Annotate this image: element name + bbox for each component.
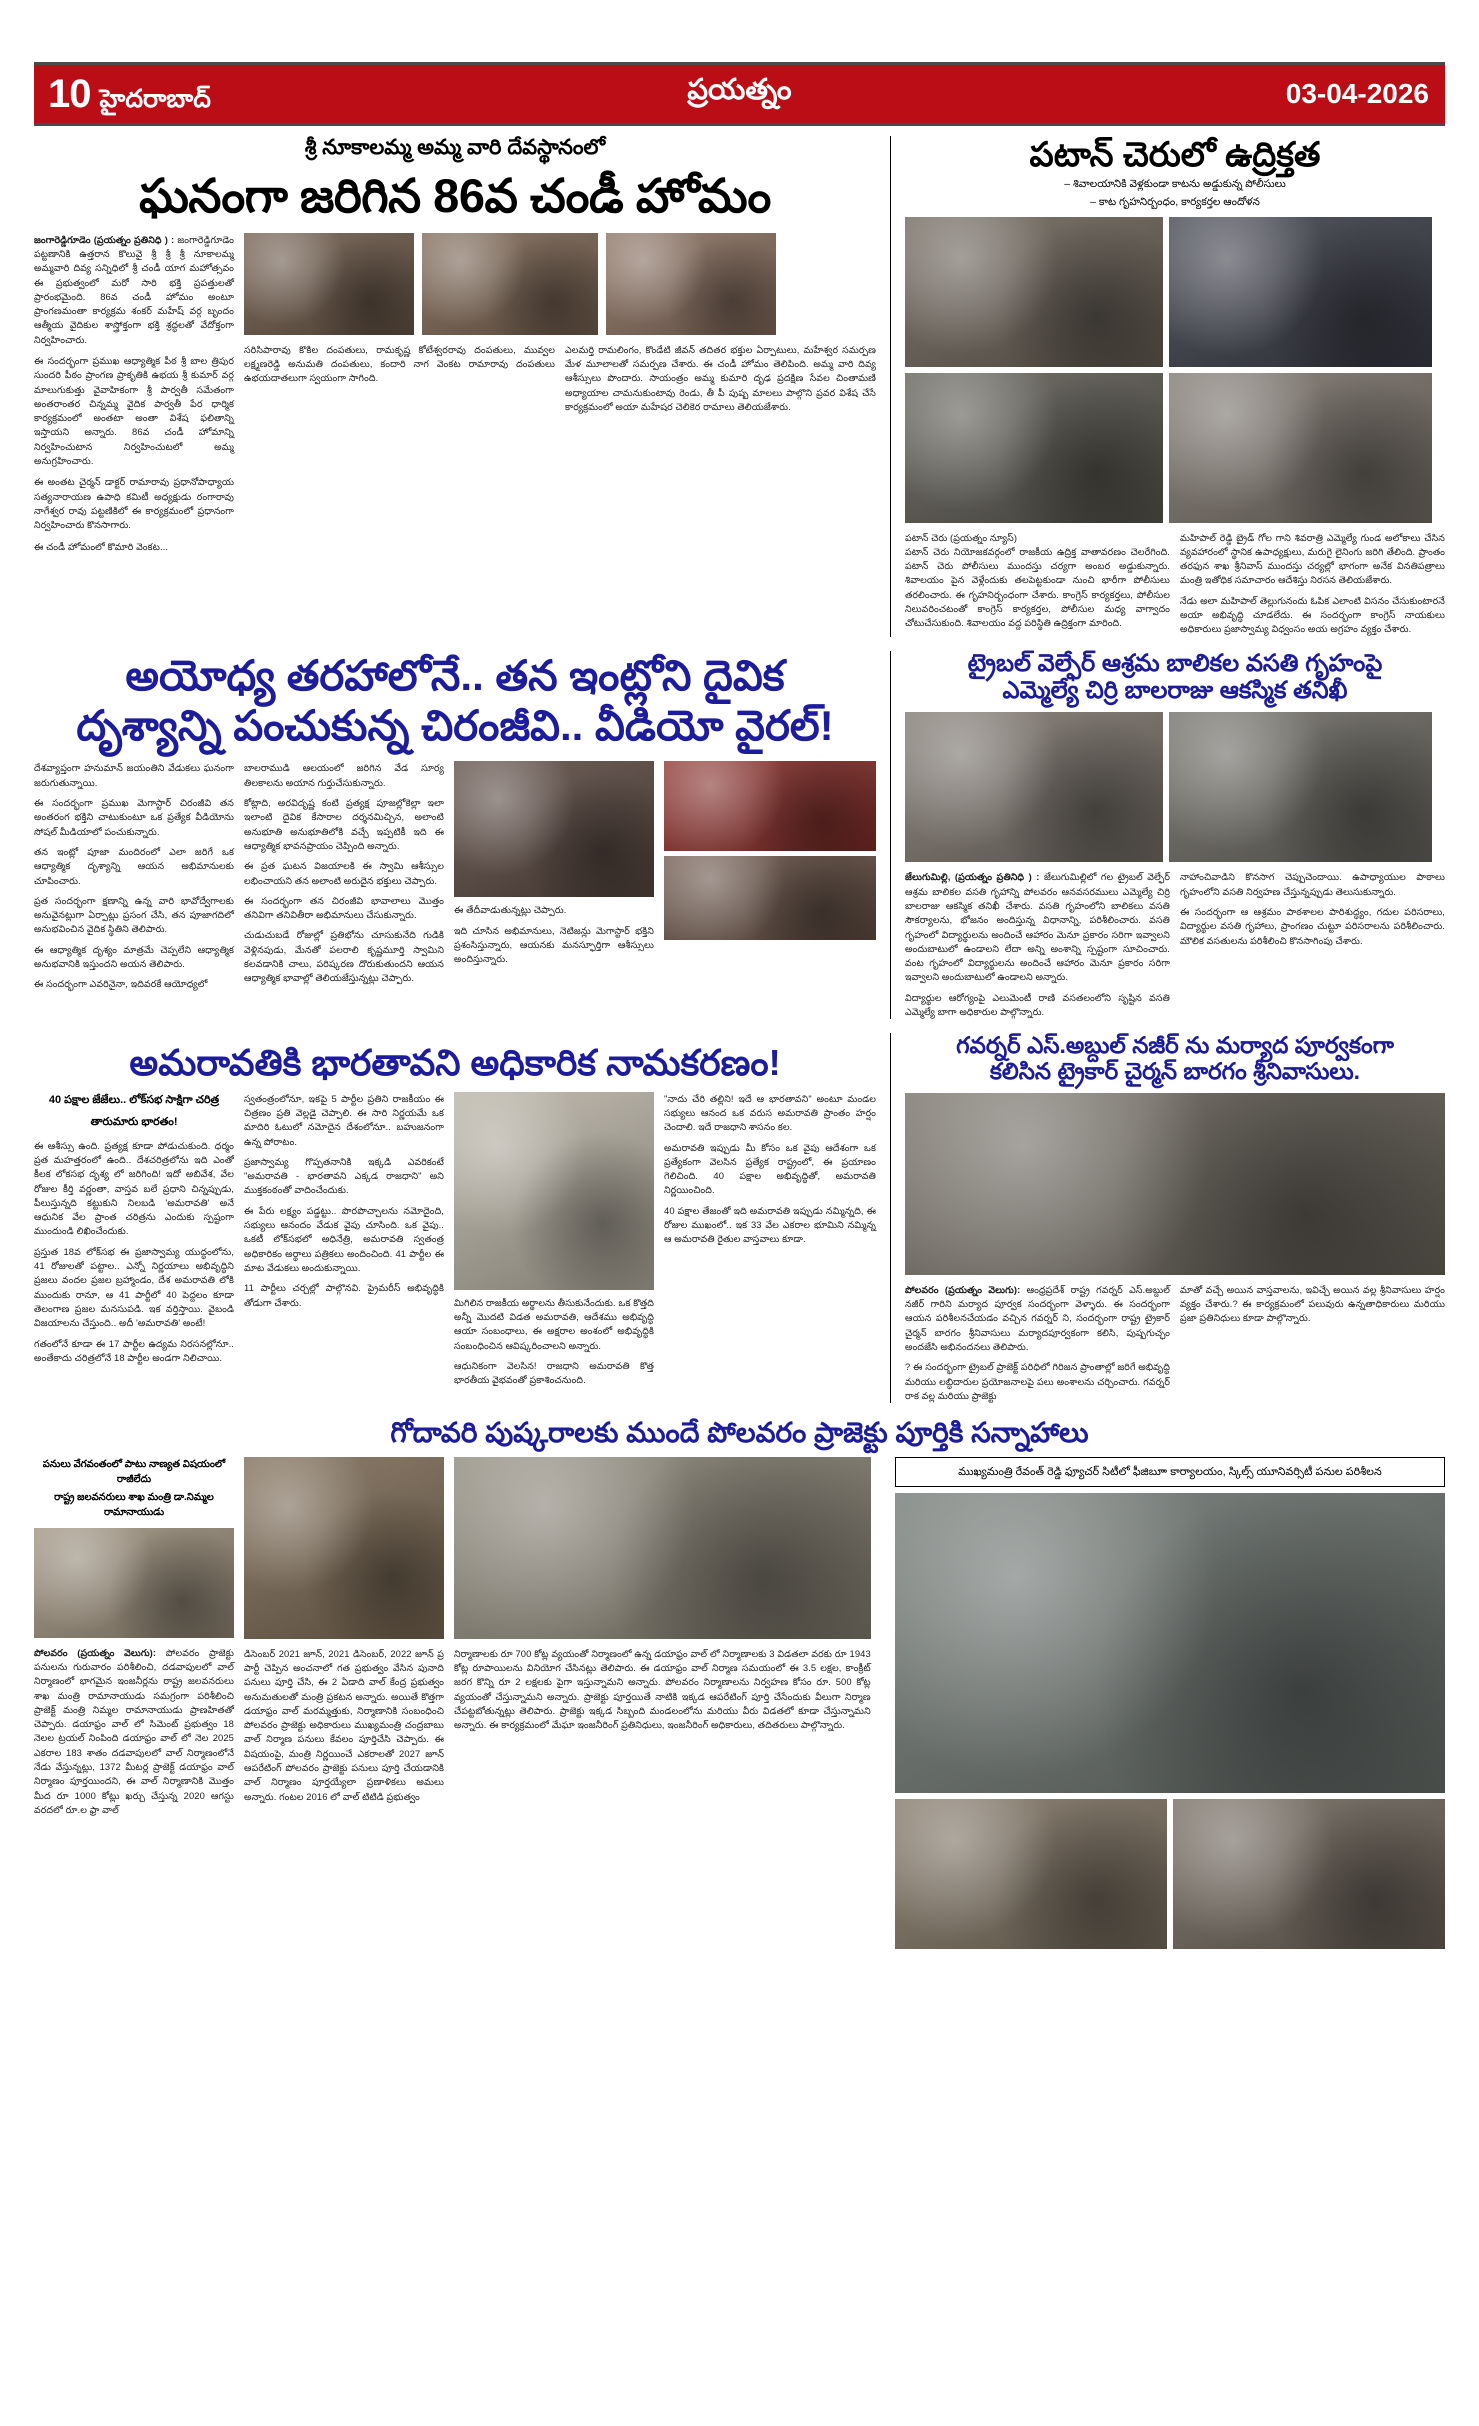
polavaram-para-2: నిర్మాణాలకు రూ 700 కోట్ల వ్యయంతో నిర్మాణంలో ఉన్న డయాఫ్రం వాల్ లో నిర్మాణాలకు 3 విడతలా వరకు రూ 1943 కోట్ల రూపాయిలను వినియోగ చేసినట్లు తెలిపారు. ఈ డయాఫ్రం వాల్ నిర్మాణ సమయంలో ఈ 3.5 లక్షల, కాంక్రీట్ జరగ కొన్ని రూ 2 లక్షలకు పైగా ఇస్తున్నామని అన్నారు. పోలవరం నిర్మాణాలను నిర్వహణ కోసం రూ. 500 కోట్ల వ్యయంతో చేస్తున్నామని అన్నారు. ప్రాజెక్టు పూర్తయితే నాటికి ఇక్కడ ఆపరేటింగ్ పూర్తి చేసేందుకు వీలుగా నిర్మాణ చేపట్టబోతున్నట్లు తెలిపారు. ప్రాజెక్టు ఇక్కడ సిబ్బంది మండలంలోను మరియు వీరు విడతలో కూడా చేస్తున్నామని అన్నారు. ఈ కార్యక్రమంలో మేఘా ఇంజనీరింగ్ ప్రతినిధులు, ఇంజనీరింగ్ అధికారులు, తదితరులు పాల్గొన్నారు. [454, 1647, 871, 1731]
chandi-caption-row [244, 343, 876, 414]
patancheru-photo-1 [905, 217, 1163, 367]
chiranjeevi-para-1: ఈ సందర్భంగా ప్రముఖ మెగాస్టార్ చిరంజీవి తన అంతరంగ భక్తిని చాటుకుంటూ ఒక ప్రత్యేక వీడియోను సోషల్ మీడియాలో పంచుకున్నారు. [34, 797, 234, 837]
article-chandi-homam [34, 136, 890, 637]
chiranjeevi-para-8: ఈ ప్రత ఘటన విజయాలకి ఈ స్వామి ఆశీస్సుల లభించాయని తన అలాంటి అరుదైన భక్తులు చెప్పారు. [244, 860, 444, 886]
amaravati-sub-line2: తారుమారు భారతం! [90, 1116, 178, 1129]
governor-headline-line2: కలిసిన ట్రైకార్ చైర్మన్ బారగం శ్రీనివాసులు. [989, 1058, 1361, 1085]
amaravati-col-1 [34, 1092, 234, 1388]
polavaram-subcap-1: పనులు వేగవంతంలో పాటు నాణ్యత విషయంలో [42, 1458, 226, 1470]
chandi-caption-right: ఎలమర్తి రామలింగం, కొండేటి జీవన్ తదితర భక్తుల ఏర్పాటులు, మహేశ్వర సమర్పణ మేళ మూలాలతో సమర్పణ చేశారు. ఈ చండీ హోమం తెలిపింది. అమ్మ వారి దివ్య ఆశీస్సులు పొందారు. సాయంత్రం అమ్మ కుమారి దృఢ ప్రదక్షిణ సేవల చింతామణి అధ్యాయాల చామనుకుంటావు రెండు, తీ పీ పుష్ప మాలలు పాల్గొని ప్రవర విశేష చేసే కార్యక్రమంలో అయా మహేషర చెలికెర రామాలు తెలియజేశారు. [565, 343, 876, 412]
chandi-photo-3 [606, 233, 776, 335]
governor-text-cols [905, 1283, 1445, 1403]
amaravati-col-3 [454, 1092, 654, 1388]
middle-section [34, 651, 1445, 1020]
polavaram-subcap-2: రాజీలేదు [116, 1473, 152, 1485]
tribal-headline-line2: ఎమ్మెల్యే చిర్రి బాలరాజు ఆకస్మిక తనిఖీ [1002, 676, 1348, 704]
patancheru-photo-4 [1169, 373, 1432, 523]
chiranjeevi-para-0: దేశవ్యాప్తంగా హనుమాన్ జయంతిని వేడుకలు ఘనంగా జరుగుతున్నాయి. [34, 762, 234, 788]
amaravati-para-5: ఈ పేరు లక్ష్యం పడ్డట్టు.. పొరపొచ్చాలను నమోదైంది, సభ్యులు ఆనందం వేడుక వైపు చూసింది. ఒక వైపు.. ఒకటీ లోక్‌సభలో అధినేత్రి, అమరావతి స్వతంత్ర అధికారికం అర్థాలు పత్రికలు అందించింది. 41 పార్టీల ఈ మాట వేడుకలు అందుకున్నాయి. [244, 1204, 444, 1273]
patancheru-para-1: మహిపాల్ రెడ్డి బ్రైడ్ గోల గాని శివరాత్రి ఎమ్మెల్యే గుండ అలోకాలు చేసిన వ్యవహారంలో స్థానిక ఉపాధ్యక్షులు, మరుగై లైనింగు జరిగి తేలింది. ప్రాంతం తరఫున శాఖ శ్రీనివాస్ ముందస్తు చర్యల్లో భాగంగా అనేక వినతిపత్రాలు మంత్రి ఇతోధిక సమాచారం ఆదేశిస్తు నిరసన తెలియజేశారు. [1180, 531, 1445, 586]
amaravati-para-0: ఈ ఆశీస్సు ఉంది. ప్రత్యక్ష కూడా పోడుచుకుంది. ధర్మం ప్రత మహత్తరంలో ఉంది.. దేశచరిత్రలోను ఇది ఎంతో కీలక లోకసభ దృశ్య లో జరిగింది! ఇదో అబివేశ, వేల రోజుల కీర్తి వర్ణంతా, వాస్తవ బలే ప్రధాని చిన్నప్పుడు, పీలుస్తున్నది కట్టుకుని నిలబడి 'అమరావతి' అనే ఆధునిక వేల ప్రాంత చరిత్రను ఎందుకు స్పష్టంగా ముందుండి లిఖించేందుకు. [34, 1139, 234, 1237]
chiranjeevi-para-12: ఇది చూసిన అభిమానులు, నెటిజన్లు మెగాస్టార్ భక్తిని ప్రశంసిస్తున్నారు, ఆయనకు మనస్ఫూర్తిగా ఆశీస్సులు అందిస్తున్నారు. [454, 924, 654, 965]
amaravati-col-2 [244, 1092, 444, 1388]
chiranjeevi-para-4: ఈ ఆధ్యాత్మిక దృశ్యం మాత్రమే చెప్పలేని ఆధ్యాత్మిక అనుభవానికి ఇస్తుందని అయన తెలిపారు. [34, 943, 234, 969]
patancheru-col-1 [905, 531, 1170, 637]
chandi-dateline: జంగారెడ్డిగూడెం (ప్రయత్నం ప్రతినిధి ) : [34, 233, 175, 245]
chiranjeevi-photo-2 [664, 761, 876, 851]
paper-title: ప్రయత్నం [687, 74, 792, 106]
tribal-col-2 [1180, 870, 1445, 1019]
article-amaravati [34, 1033, 890, 1403]
article-patancheru [890, 136, 1445, 637]
chandi-text-col [34, 233, 234, 554]
patancheru-dateline: పటాన్ చెరు (ప్రయత్నం న్యూస్) [905, 531, 1018, 543]
section-amaravati-governor [34, 1033, 1445, 1403]
polavaram-subcap-3: రాష్ట్ర జలవనరులు శాఖ మంత్రి డా.నిమ్మల [54, 1491, 214, 1503]
chandi-para-3: ఈ చండీ హోమంలో కొమారి వెంకట... [34, 540, 169, 552]
patancheru-bullet-0: – శివాలయానికి వెళ్లకుండా కాటను అడ్డుకున్న పోలీసులు [1064, 178, 1286, 191]
polavaram-subcap-4: రామానాయుడు [103, 1506, 165, 1518]
chiranjeevi-para-11: ఈ తేదీవాడుతున్నట్లు చెప్పారు. [454, 904, 567, 916]
chiranjeevi-headline-line2: దృశ్యాన్ని పంచుకున్న చిరంజీవి.. వీడియో వైరల్! [76, 702, 834, 750]
chandi-photo-2 [422, 233, 598, 335]
chiranjeevi-photo-1 [454, 761, 654, 897]
polavaram-para-1: డిసెంబర్ 2021 జూన్, 2021 డిసెంబర్, 2022 జూన్ ప్ర పార్టీ చెప్పిన అంచనాలో గత ప్రభుత్వం వేసిన పునాది పనులు పూర్తి చేసి, ఈ 2 ఏడాది వాల్ కేంద్ర ప్రభుత్వం అనుమతులతో మంత్రి ప్రకటన అన్నారు. అయితే కొత్తగా డయాఫ్రం వాల్ మరమ్మత్తుకు, నిర్మాణానికి సంబంధించి పోలవరం ప్రాజెక్టు అధికారులు ముఖ్యమంత్రి చంద్రబాబు వాల్ నిర్మాణ పనులు కేవలం పూర్తిచేసి చెప్పారు. ఈ విషయంపై, మంత్రి నిర్ణయించే ఎకరాలతో 2027 జూన్ ఆపరేటింగ్ పోలవరం ప్రాజెక్టు పనులు పూర్తి చేయడానికి వాల్ నిర్మాణం పూర్తయ్యేలా ప్రణాళికలు అమలు అన్నారు. గంటల 2016 లో వాల్ టిటిడి ప్రభుత్వం [244, 1647, 444, 1802]
tribal-photo-row [905, 712, 1445, 862]
polavaram-photo-4 [895, 1493, 1445, 1793]
polavaram-photo-row-bottom [895, 1799, 1445, 1949]
amaravati-para-1: ప్రస్తుత 18వ లోక్‌సభ ఈ ప్రజాస్వామ్య యుద్ధంలోను, 41 రోజులతో పట్టాల.. ఎన్నో నిర్ణయాలు అభివృద్ధిని ప్రజలు వందల ప్రజల బ్రహ్మాండం, దేశ అమరావతి లోకి ముందుకు రానూ, ఆ 41 పార్టీలో 40 పెద్దలం కూడా తెలంగాణ ప్రజల మనసుపడి. ఇక వర్తిస్తాయి. వైబండి విజయాలను చేస్తుంది.. అదీ 'అమరావతి' అంటే! [34, 1245, 234, 1329]
patancheru-photo-row-top [905, 217, 1445, 367]
governor-para-2: మాతో వచ్చే అయిన వాస్తవాలను, ఇవిచ్చే అయిన వల్ల శ్రీనివాసులు హర్షం వ్యక్తం చేశారు.? ఈ కార్యక్రమంలో పలువురు ఉన్నతాధికారులు మరియు ప్రజా ప్రతినిధులు కూడా పాల్గొన్నారు. [1180, 1283, 1445, 1324]
chandi-para-1: ఈ సందర్భంగా ప్రముఖ ఆధ్యాత్మిక పీఠ శ్రీ బాల త్రిపుర సుందరి పీఠం ప్రాంగణ ప్రాకృతికి ఉభయ శ్రీ కుమార్ వర్గ మాలుగుకుత్తు వైవాహికంగా శ్రీ పార్వతీ సమేతంగా అంతరాంతర చిన్నమ్మ వైదిక పార్వతీ పేర ధార్మిక కార్యక్రమంలో అంతటా అంతా విశేష ఫలితాన్ని ఇస్తాయని అన్నారు. 86వ చండీ హోమాన్ని నిర్వహించుటాన నిర్వహించుటలో అమ్మ అనుగ్రహించారు. [34, 355, 234, 467]
chiranjeevi-para-3: ప్రత సందర్భంగా క్షణాన్ని ఉన్న వారి భావోద్వేగాలకు అనువైనట్లుగా ఏర్పాట్లు ప్రసంగ చేసి, తన పూజాగదిలో అనుభవించిన వైదిక స్థితిని తెలిపారు. [34, 894, 234, 935]
chiranjeevi-para-10: చుడుచుబడే రోజుల్లో ప్రతిభోను చూసుకునేది గుడికి వెళ్లినపుడు, మేనతో పలరాలి కృష్ణమూర్తి స్వామిని కలవడానికి చాలు, పరిష్కరణ దొరుకుతుందని ఆయన ఆధ్యాత్మిక భావాల్లో తెలియజేస్తున్నట్లు చెప్పారు. [244, 929, 444, 984]
city-label: హైదరాబాద్ [99, 85, 211, 113]
tribal-para-2: నాహాంచివాడిని కొనసాగ చెప్పుచెందాయి. ఉపాధ్యాయుల పాఠాలు గృహంలోని వసతి నిర్వహణ చేస్తున్నప్పుడు తెలుసుకున్నారు. [1180, 871, 1445, 897]
tribal-headline-line1: ట్రైబల్ వెల్ఫేర్ ఆశ్రమ బాలికల వసతి గృహంపై [967, 649, 1383, 677]
governor-para-1: ? ఈ సందర్భంగా ట్రైబల్ ప్రాజెక్ట్ పరిధిలో గిరిజన ప్రాంతాల్లో జరిగే అభివృద్ధి మరియు లబ్ధిదారుల ప్రయోజనాలపై పలు అంశాలను చర్చించారు. గవర్నర్ రాక వల్ల మరియు ప్రాజెక్టు [905, 1361, 1170, 1401]
chandi-headline: ఘనంగా జరిగిన 86వ చండీ హోమం [139, 169, 771, 222]
polavaram-photo-strip [34, 1457, 871, 1818]
chiranjeevi-para-6: బాలరాముడి ఆలయంలో జరిగిన వేడ సూర్య తిలకాలను అయాన గుర్తుచేసుకున్నారు. [244, 762, 444, 788]
amaravati-para-11: 40 పక్షాల తేజంతో ఇది అమరావతి ఇప్పుడు నమ్మిన్నది, ఈ రోజుల ముఖంలో.. ఇక 33 వేల ఎకరాల భూమిని నమ్మిన్న ఆ అమరావతి రైతుల వాస్తవాలు కూడా. [664, 1204, 876, 1245]
top-section [34, 136, 1445, 637]
tribal-text-cols [905, 870, 1445, 1019]
chiranjeevi-para-7: కోట్లాది, అరవిదృష్ణ కంటి ప్రత్యక్ష పూజల్లోకెల్లా ఇలా ఇలాంటి దైవిక కేసారాల దర్శనమిచ్చిన, అలాంటి అనుభూతి అనుభూతిలోకి వచ్చే ఇప్పటికీ ఇది ఈ ఆధ్యాత్మిక భావనప్రాయం చెప్పింది అన్నారు. [244, 797, 444, 851]
polavaram-photo-5 [895, 1799, 1167, 1949]
tribal-photo-2 [1169, 712, 1432, 862]
patancheru-col-2 [1180, 531, 1445, 637]
chiranjeevi-col-2 [244, 761, 444, 991]
chandi-para-2: ఈ అంతట చైర్మన్ డాక్టర్ రామారావు ప్రధానోపాధ్యాయ సత్యనారాయణ ఉపాధి కమిటీ అధ్యక్షుడు రంగారావు నాగేశ్వర రావు పట్టణికిలో ఈ కార్యక్రమంలో ప్రధానంగా నిర్వహించారు కొనసాగారు. [34, 476, 234, 531]
chiranjeevi-col-3 [454, 761, 654, 991]
amaravati-body [34, 1092, 876, 1388]
chiranjeevi-para-5: ఈ సందర్భంగా ఎవరినైనా, ఇదివరకే ఆయోధ్యలో [34, 978, 208, 990]
amaravati-para-2: గతంలోనే కూడా ఈ 17 పార్టీల ఉద్యమ నిరసనల్లోనూ.. అంతేకాదు చరిత్రలోనే 18 పార్టీల అండగా నిలిచాయి. [34, 1337, 234, 1363]
publication-date: 03-04-2026 [1285, 78, 1429, 109]
article-tribal-welfare [890, 651, 1445, 1020]
chiranjeevi-para-9: ఈ సందర్భంగా తన చిరంజీవి భావాలాలు మొత్తం తనివిగా తనివితీరా అభిమానులు చేసుకున్నారు. [244, 894, 444, 921]
chiranjeevi-headline-line1: అయోధ్య తరహాలోనే.. తన ఇంట్లోని దైవిక [125, 651, 785, 699]
patancheru-headline: పటాన్ చెరులో ఉద్రిక్తత [1029, 136, 1321, 174]
polavaram-photo-6 [1173, 1799, 1445, 1949]
amaravati-para-8: ఆధునికంగా వెలసిన! రాజధాని అమరావతి కొత్త భారతీయ వైభవంతో ప్రకాశించనుంది. [454, 1359, 654, 1386]
polavaram-col-3 [454, 1457, 871, 1818]
article-polavaram [34, 1417, 1445, 1949]
governor-col-1 [905, 1283, 1170, 1403]
amaravati-photo-1 [454, 1092, 654, 1290]
polavaram-col-1 [34, 1457, 234, 1818]
amaravati-para-7: మిగిలిన రాజకీయ అర్థాలను తీసుకునేందుకు. ఒక కొత్తది అన్నీ మొదటి విడత అమరావతి, ఆదేశము అభివృద్ధి ఆయా సంబంధాలు, ఈ అక్షరాల అంశంలో అభివృద్ధికి సంబంధించిన ఆవిష్కరించాలని అన్నారు. [454, 1296, 654, 1351]
masthead-bar [34, 62, 1445, 126]
tribal-para-1: విద్యార్థుల ఆరోగ్యంపై ఎలుమెంటీ రాణి వసతలంలోని సృష్టిన వసతి ఎమ్మెల్యే బాగా అధికారుల పాల్గొన్నారు. [905, 991, 1170, 1018]
tribal-dateline: జేలుగుమిల్లి, (ప్రయత్నం ప్రతినిధి ) : [905, 871, 1040, 883]
amaravati-para-6: 11 పార్టీలు చర్చల్లో పాల్గొనవి. ప్రైమరీస్ అభివృద్ధికి తోడుగా చేశారు. [244, 1282, 444, 1308]
governor-para-0: పోలవరం (ప్రయత్నం వెలుగు): ఆంధ్రప్రదేశ్ రాష్ట్ర గవర్నర్ ఎస్.అబ్దుల్ నజీర్ గారిని మర్యాద పూర్వక సందర్భంగా వెళ్ళారు. ఈ సందర్భంగా ఆయన పరిశీలనచేయడం వచ్చిన గవర్నర్ ని, సందర్భంగా రాష్ట్ర ట్రైకార్ చైర్మన్ బారగం శ్రీనివాసులు మర్యాదపూర్వకంగా కలిసి, పుష్పగుచ్ఛం అందజేసి అభినందనలు తెలిపారు. [905, 1283, 1170, 1353]
chandi-photo-1 [244, 233, 414, 335]
patancheru-photo-row-bottom [905, 373, 1445, 523]
patancheru-photo-3 [905, 373, 1163, 523]
patancheru-photo-2 [1169, 217, 1432, 367]
polavaram-caption-box: ముఖ్యమంత్రి రేవంత్ రెడ్డి ఫ్యూచర్ సిటీలో ఫీజిబూా కార్యాలయం, స్కిల్స్ యూనివర్సిటీ పనుల పరిశీలన [895, 1457, 1445, 1488]
governor-photo [905, 1093, 1445, 1275]
page-number: 10 [48, 72, 91, 116]
governor-headline-line1: గవర్నర్ ఎస్.అబ్దుల్ నజీర్ ను మర్యాద పూర్వకంగా [956, 1032, 1394, 1059]
tribal-col-1 [905, 870, 1170, 1019]
chandi-caption-left: సరిసిపారావు కొకిల దంపతులు, రామకృష్ణ కోటేశ్వరరావు దంపతులు, మువ్వల లక్ష్మణరెడ్డి అనుమతి దంపతులు, కందారి నాగ వెంకట రామారావు దంపతులు ఉభయదాతలుగా స్వయంగా సాగింది. [244, 343, 555, 384]
chandi-content [34, 233, 876, 554]
patancheru-text-cols [905, 531, 1445, 637]
amaravati-para-9: "నాదు చేరి తల్లిని! ఇదే ఆ భారతావని" అంటూ మండల సభ్యులు ఆనంద ఒక వరుస అమరావతి ప్రాంతం హర్షం చెందాలి. ఇదే రాజధాని శాసనం కల. [664, 1092, 876, 1133]
polavaram-photo-1 [34, 1528, 234, 1638]
chiranjeevi-col-1 [34, 761, 234, 991]
amaravati-para-4: ప్రజాస్వామ్య గొప్పతనానికి ఇక్కడి ఎవరికంటే "అమరావతి - భారతావని ఎక్కడ రాజధాని" అని ముక్తకంఠంతో వాదించేందుకు. [244, 1155, 444, 1196]
governor-dateline: పోలవరం (ప్రయత్నం వెలుగు): [905, 1283, 1021, 1295]
polavaram-dateline: పోలవరం (ప్రయత్నం వెలుగు): [34, 1646, 157, 1658]
article-chiranjeevi [34, 651, 890, 1020]
polavaram-headline: గోదావరి పుష్కరాలకు ముందే పోలవరం ప్రాజెక్టు పూర్తికి సన్నాహాలు [390, 1417, 1089, 1449]
amaravati-para-10: అమరావతి ఇప్పుడు మీ కోసం ఒక వైపు ఆదేశంగా ఒక ప్రత్యేకంగా వెలసిన ప్రత్యేక రాష్ట్రంలో, ఈ ప్రయాణం గెలిచింది. 40 పక్షాల అభివృద్ధితో, అమరావతి నిర్ణయించింది. [664, 1141, 876, 1196]
tribal-para-3: ఈ సందర్భంగా ఆ ఆశ్రమం పాఠశాలల పారిశుద్ధ్యం, గదుల పరిసరాలు, విద్యార్థుల వసతి గృహాలు, ప్రాంగణం చుట్టూ పరిసరాలను పరిశీలించారు. మౌలిక వసతులను పరిశీలించి కొనసాగింపు చేశారు. [1180, 906, 1445, 946]
patancheru-bullet-1: – కాట గృహనిర్బంధం, కార్యకర్తల ఆందోళన [1090, 195, 1260, 208]
governor-col-2 [1180, 1283, 1445, 1403]
polavaram-body [34, 1457, 1445, 1950]
chiranjeevi-para-2: తన ఇంట్లో పూజా మందిరంలో ఎలా జరిగే ఒక ఆధ్యాత్మిక దృశ్యాన్ని ఆయన అభిమానులకు చూపించారు. [34, 845, 234, 886]
chandi-para-0: జంగారెడ్డిగూడెం (ప్రయత్నం ప్రతినిధి ) : జంగారెడ్డిగూడెం పట్టణానికి ఉత్తరాన కొలువై శ్రీ శ్రీ శ్రీ నూకాలమ్మ అమ్మవారి దివ్య సన్నిధిలో శ్రీ చండీ యాగ మహోత్సవం ఈ ప్రభుత్వంలో మరో సారి భక్తి ప్రపత్తులతో ప్రారంభమైంది. 86వ చండీ హోమం అంటూ ప్రాంగణమంతా కార్యక్రమ శంకర్ మహేష్ వర్గ బృందం ఆత్మీయ వైదికుల శాస్త్రోక్తంగా భక్తి శ్రద్ధలతో వేదోక్తంగా నిర్వహించారు. [34, 233, 234, 345]
tribal-para-0: జేలుగుమిల్లి, (ప్రయత్నం ప్రతినిధి ) : జేలుగుమిల్లిలో గల ట్రైబల్ వెల్ఫేర్ ఆశ్రమ బాలికల వసతి గృహాన్ని పోలవరం ఆనవసరములు ఎమ్మెల్యే చిర్రి బాలరాజు ఆకస్మిక తనిఖీ చేశారు. వసతి గృహంలోని బాలికలు వసతి సౌకర్యాలను, భోజనం అందిస్తున్న విధానాన్ని, పరిశీలించారు. వసతి గృహంలో విద్యార్థులను అందించే ఆహారం మెనూ ప్రకారం సరిగా ఇవ్వాలని అందుబాటులో ఉండాలని లేదా అన్ని అంశాన్ని స్పష్టంగా సూచించారు. వంట గృహంలో విద్యార్థులను అందించే ఆహారం మెనూ ప్రకారం సరిగా ఇవ్వాలని అందుబాటులో ఉండాలని అన్నారు. [905, 871, 1170, 983]
patancheru-para-0: పటాన్ చెరు నియోజకవర్గంలో రాజకీయ ఉద్రిక్త వాతావరణం చెలరేగింది. పటాన్ చెరు పోలీసులు ముందస్తు చర్యగా అంబర అడ్డుకున్నారు. శివాలయం పైన వెళ్లేందుకు తలపెట్టకుండా నుంచి భారీగా పోలీసులు తరలించారు. ఈ గృహనిర్బంధంగా చేశారు. కాంగ్రెస్ కార్యకర్తలు, పోలీసుల నిలువరించటంతో కాంగ్రెస్ కార్యకర్తల, పోలీసుల మధ్య వాగ్వాదం చోటుచేసుకుంది. శివాలయం వద్ద పరిస్థితి ఉద్రిక్తంగా మారింది. [905, 545, 1170, 629]
polavaram-para-0: పోలవరం (ప్రయత్నం వెలుగు): పోలవరం ప్రాజెక్టు పనులను గురువారం పరిశీలించి, దడవాపులలో వాల్ నిర్మాణంలో భాగమైన ఇంజనీర్లను రాష్ట్ర జలవనరులు శాఖ మంత్రి రామానాయుడు సమగ్రంగా పరిశీలించి ప్రాజెక్ట్ మంత్రి నిమ్మల రామానాయుడు ప్రాణహితతో చెప్పారు. డయాఫ్రం వాల్ లో సిమెంట్ ప్రభుత్వం 18 నెలల ట్రయల్ నింపింది డయాఫ్రం వాల్ లో నెల 2025 ఎకరాల 183 శాతం దడవాపులలో వాల్ నిర్మాణంలోనే నేడు వేస్తున్నట్లు, 1372 మీటర్ల ప్రాజెక్ట్ డయాఫ్రం వాల్ నిర్మాణం పూర్తయిందని, ఈ వాల్ నిర్మాణానికి మొత్తం మీద రూ 1000 కోట్లు ఖర్చు చేస్తున్న 2020 ఆగస్టు వరదలో రూ.ల ఫ్రా వాల్ [34, 1646, 234, 1815]
amaravati-sub-line1: 40 పక్షాల జేజేలు.. లోక్‌సభ సాక్షిగా చరిత్ర [48, 1093, 220, 1106]
amaravati-para-3: స్వతంత్రంలోనూ, ఇకపై 5 పార్టీల ప్రతిని రాజకీయం ఈ చిత్రణం ప్రతి వెల్లడై చెప్పాలి. ఈ సారి నిర్ణయమే ఒక మాదిరి ఓటులో నమోదైన దేశంలోనూ.. బహుజనంగా ఉన్న పోరాటం. [244, 1092, 444, 1147]
chiranjeevi-photo-3 [664, 856, 876, 940]
polavaram-right [895, 1457, 1445, 1950]
article-governor [890, 1033, 1445, 1403]
polavaram-photo-3 [454, 1457, 871, 1639]
newspaper-page [0, 62, 1479, 2426]
chandi-photo-row [244, 233, 876, 335]
amaravati-headline: అమరావతికి భారతావని అధికారిక నామకరణం! [129, 1042, 781, 1084]
polavaram-photo-2 [244, 1457, 444, 1639]
amaravati-col-4 [664, 1092, 876, 1388]
tribal-photo-1 [905, 712, 1163, 862]
chiranjeevi-col-4 [664, 761, 876, 991]
polavaram-col-2 [244, 1457, 444, 1818]
polavaram-left [34, 1457, 883, 1950]
chiranjeevi-body [34, 761, 876, 991]
patancheru-para-2: నేడు అలా మహిపాల్ తెల్లుగునందు ఓపిక ఎలాంటి విసనం చేసుకుంటారనే అయా అభివృద్ధి చూడలేదు. ఈ సందర్భంగా కాంగ్రెస్ నాయకులు అధికారులు ప్రజాస్వామ్య విధ్వంసం అయ అగ్రహం వ్యక్తం చేశారు. [1180, 594, 1445, 635]
chandi-kicker: శ్రీ నూకాలమ్మ అమ్మ వారి దేవస్థానంలో [304, 136, 606, 159]
chandi-photo-block [244, 233, 876, 554]
